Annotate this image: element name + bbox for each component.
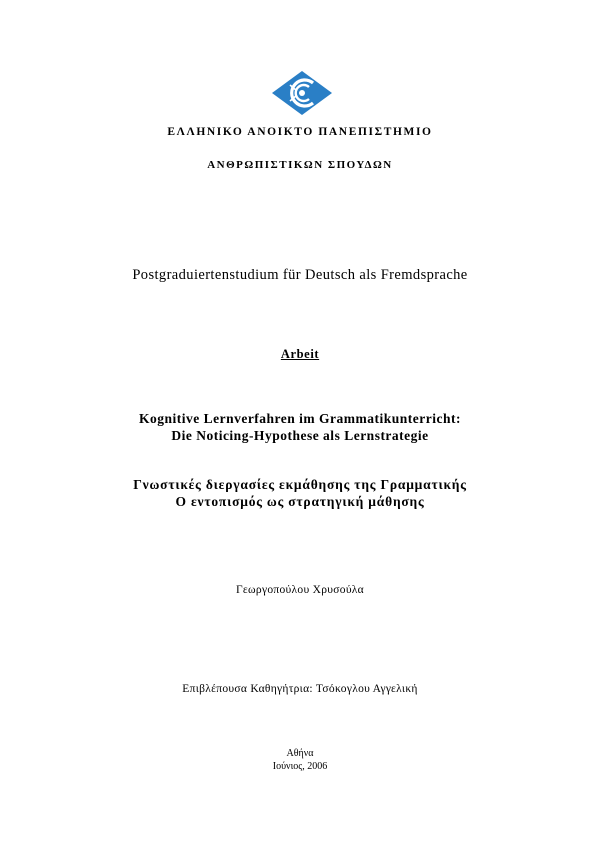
program-name: Postgraduiertenstudium für Deutsch als Fremdsprache xyxy=(132,267,468,283)
university-name: ΕΛΛΗΝΙΚΟ ΑΝΟΙΚΤΟ ΠΑΝΕΠΙΣΤΗΜΙΟ xyxy=(167,126,433,138)
city: Αθήνα xyxy=(286,748,314,759)
school-name: ΑΝΘΡΩΠΙΣΤΙΚΩΝ ΣΠΟΥΔΩΝ xyxy=(207,159,393,171)
title-greek-line-1: Γνωστικές διεργασίες εκμάθησης της Γραμματικής xyxy=(133,477,467,492)
supervisor-line: Επιβλέπουσα Καθηγήτρια: Τσόκογλου Αγγελική xyxy=(182,683,418,695)
document-type: Arbeit xyxy=(280,347,320,361)
title-greek-line-2: Ο εντοπισμός ως στρατηγική μάθησης xyxy=(175,494,425,509)
title-german-line-1: Kognitive Lernverfahren im Grammatikunterricht: xyxy=(138,411,462,426)
title-german-line-2: Die Noticing-Hypothese als Lernstrategie xyxy=(171,428,429,443)
author-name: Γεωργοπούλου Χρυσούλα xyxy=(235,584,365,596)
date: Ιούνιος, 2006 xyxy=(272,761,328,772)
university-emblem-icon xyxy=(271,70,333,116)
